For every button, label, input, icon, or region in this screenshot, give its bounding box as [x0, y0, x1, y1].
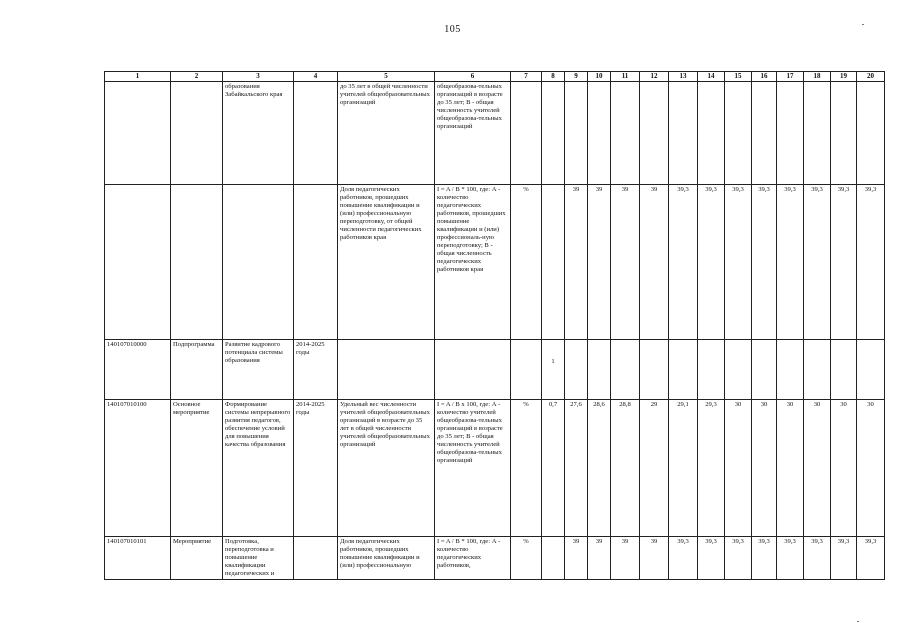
row-value-cell: [857, 340, 885, 400]
row-value-cell: 39,3: [698, 185, 725, 340]
row-value-cell: 39,3: [669, 185, 698, 340]
row-value-cell: 39,3: [857, 185, 885, 340]
row-value-cell: 28,6: [588, 400, 611, 537]
row-value-cell: 30: [831, 400, 857, 537]
row-value-cell: [831, 82, 857, 185]
column-header: 17: [777, 72, 804, 82]
row-indicator-cell: [338, 340, 435, 400]
row-value-cell: 30: [752, 400, 777, 537]
column-header: 12: [640, 72, 669, 82]
table-row: [105, 82, 885, 185]
row-value-cell: [565, 82, 588, 185]
row-value-cell: 39,3: [752, 185, 777, 340]
row-type-cell: [171, 82, 223, 185]
row-value-cell: 39: [611, 185, 640, 340]
row-value-cell: [698, 82, 725, 185]
column-header: 1: [105, 72, 171, 82]
row-value-cell: [611, 82, 640, 185]
row-value-cell: 30: [777, 400, 804, 537]
row-value-cell: 39: [640, 537, 669, 580]
row-value-cell: [565, 340, 588, 400]
row-value-cell: [588, 82, 611, 185]
column-header: 11: [611, 72, 640, 82]
row-value-cell: 30: [804, 400, 831, 537]
scan-speck: [862, 24, 864, 25]
column-header: 3: [223, 72, 294, 82]
row-indicator-cell: до 35 лет в общей численности учителей общеобразовательных организаций: [338, 82, 435, 185]
row-unit-cell: %: [511, 537, 542, 580]
row-type-cell: Подпрограмма: [171, 340, 223, 400]
table-row: [105, 400, 885, 537]
row-value-cell: 39,3: [804, 537, 831, 580]
column-header: 9: [565, 72, 588, 82]
table-header-row: [105, 72, 885, 82]
row-name-cell: образования Забайкальского края: [223, 82, 294, 185]
row-name-cell: Развитие кадрового потенциала системы образования: [223, 340, 294, 400]
row-value-cell: [542, 82, 565, 185]
row-period-cell: 2014-2025 годы: [294, 400, 338, 537]
row-value-cell: 39,3: [698, 537, 725, 580]
row-name-cell: [223, 185, 294, 340]
row-indicator-cell: Удельный вес численности учителей общеобразовательных организаций в возрасте до 35 лет в общей численности учителей общеобразовательных организаций: [338, 400, 435, 537]
row-value-cell: [698, 340, 725, 400]
row-value-cell: 39,3: [831, 185, 857, 340]
row-value-cell: 1: [542, 340, 565, 400]
row-value-cell: 29: [640, 400, 669, 537]
indicators-table: [104, 71, 885, 580]
row-unit-cell: %: [511, 400, 542, 537]
row-value-cell: 39,3: [804, 185, 831, 340]
column-header: 20: [857, 72, 885, 82]
row-value-cell: [669, 340, 698, 400]
row-period-cell: [294, 185, 338, 340]
row-value-cell: [777, 82, 804, 185]
row-value-cell: [831, 340, 857, 400]
row-formula-cell: I = A / B * 100, где: А - количество педагогических работников,: [435, 537, 511, 580]
column-header: 8: [542, 72, 565, 82]
row-value-cell: 39: [611, 537, 640, 580]
row-unit-cell: %: [511, 185, 542, 340]
column-header: 7: [511, 72, 542, 82]
row-value-cell: 28,8: [611, 400, 640, 537]
row-value-cell: [669, 82, 698, 185]
row-value-cell: 39: [588, 185, 611, 340]
row-value-cell: 39,3: [777, 185, 804, 340]
row-value-cell: 39,3: [777, 537, 804, 580]
column-header: 14: [698, 72, 725, 82]
column-header: 15: [725, 72, 752, 82]
row-code-cell: [105, 82, 171, 185]
row-period-cell: [294, 82, 338, 185]
row-type-cell: Основное мероприятие: [171, 400, 223, 537]
row-value-cell: 39,3: [752, 537, 777, 580]
row-formula-cell: I = A / B * 100, где: А - количество педагогических работников, прошедших повышение квалификации и (или) профессиональ-ную переподготовку; В - общая численность педагогических работников края: [435, 185, 511, 340]
row-value-cell: 27,6: [565, 400, 588, 537]
row-value-cell: 39,3: [857, 537, 885, 580]
row-code-cell: [105, 185, 171, 340]
row-value-cell: [752, 340, 777, 400]
row-value-cell: [640, 82, 669, 185]
row-name-cell: Подготовка, переподготовка и повышение квалификации педагогических и: [223, 537, 294, 580]
row-value-cell: 0,7: [542, 400, 565, 537]
column-header: 2: [171, 72, 223, 82]
row-indicator-cell: Доля педагогических работников, прошедших повышение квалификации и (или) профессиональную: [338, 537, 435, 580]
row-value-cell: [611, 340, 640, 400]
row-value-cell: [857, 82, 885, 185]
row-value-cell: 30: [725, 400, 752, 537]
row-value-cell: [804, 82, 831, 185]
row-value-cell: [725, 340, 752, 400]
row-type-cell: [171, 185, 223, 340]
row-unit-cell: [511, 82, 542, 185]
table-row: [105, 537, 885, 580]
column-header: 5: [338, 72, 435, 82]
row-value-cell: [588, 340, 611, 400]
row-unit-cell: [511, 340, 542, 400]
row-value-cell: [542, 185, 565, 340]
row-value-cell: 39: [565, 185, 588, 340]
row-value-cell: 39,3: [725, 537, 752, 580]
row-code-cell: 140107010100: [105, 400, 171, 537]
row-formula-cell: общеобразова-тельных организаций в возрасте до 35 лет; В - общая численность учителей общеобразова-тельных организаций: [435, 82, 511, 185]
row-value-cell: [725, 82, 752, 185]
row-value-cell: [777, 340, 804, 400]
row-value-cell: 39,3: [831, 537, 857, 580]
row-value-cell: 39: [588, 537, 611, 580]
column-header: 4: [294, 72, 338, 82]
row-value-cell: 39,3: [725, 185, 752, 340]
row-code-cell: 140107010000: [105, 340, 171, 400]
page-number: 105: [444, 24, 461, 35]
table-row: [105, 340, 885, 400]
column-header: 10: [588, 72, 611, 82]
row-value-cell: 39: [640, 185, 669, 340]
row-formula-cell: I = A / B x 100, где: А - количество учителей общеобразова-тельных организаций в возрасте до 35 лет; В - общая численность учителей общеобразова-тельных организаций: [435, 400, 511, 537]
row-indicator-cell: Доля педагогических работников, прошедших повышение квалификации и (или) профессиональную переподготовку, от общей численности педагогических работников края: [338, 185, 435, 340]
row-value-cell: [542, 537, 565, 580]
row-value-cell: 39,3: [669, 537, 698, 580]
row-code-cell: 140107010101: [105, 537, 171, 580]
row-value-cell: 30: [857, 400, 885, 537]
column-header: 16: [752, 72, 777, 82]
row-formula-cell: [435, 340, 511, 400]
row-type-cell: Мероприятие: [171, 537, 223, 580]
row-value-cell: [752, 82, 777, 185]
row-value-cell: 29,1: [669, 400, 698, 537]
row-value-cell: 39: [565, 537, 588, 580]
row-period-cell: 2014-2025 годы: [294, 340, 338, 400]
column-header: 18: [804, 72, 831, 82]
column-header: 19: [831, 72, 857, 82]
row-value-cell: 29,3: [698, 400, 725, 537]
scan-speck: [857, 621, 859, 622]
column-header: 6: [435, 72, 511, 82]
table-row: [105, 185, 885, 340]
row-value-cell: [804, 340, 831, 400]
column-header: 13: [669, 72, 698, 82]
row-period-cell: [294, 537, 338, 580]
row-value-cell: [640, 340, 669, 400]
row-name-cell: Формирование системы непрерывного развития педагогов, обеспечение условий для повышения качества образования: [223, 400, 294, 537]
